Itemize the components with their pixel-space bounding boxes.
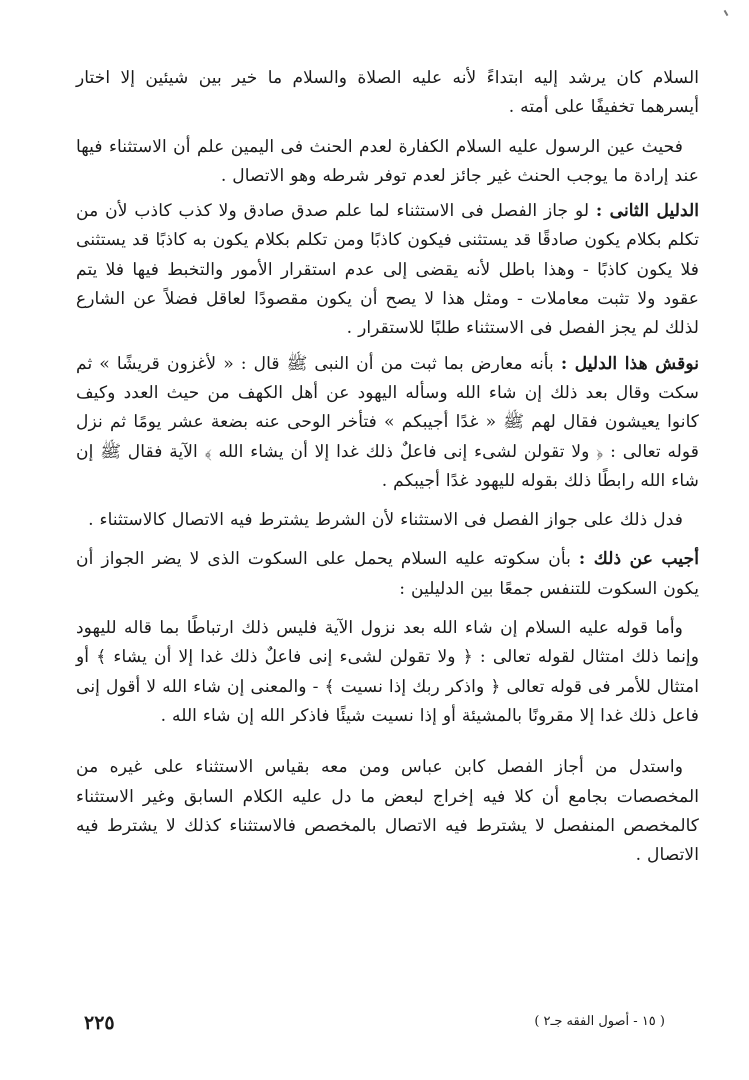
paragraph-kaffarah <box>76 133 699 192</box>
paragraph-text: واستدل من أجاز الفصل كابن عباس ومن معه بقياس الاستثناء على غيره من المخصصات بجامع أن كلا فيه إخراج لبعض ما دل عليه الكلام السابق وغير الاستثناء كالمخصص المنفصل لا يشترط فيه الاتصال بالمخصص فالاستثناء كذلك لا يشترط فيه الاتصال . <box>76 757 699 866</box>
paragraph-second-evidence <box>76 197 699 343</box>
paragraph-continuation <box>76 64 699 123</box>
paragraph-text: بأن سكوته عليه السلام يحمل على السكوت الذى لا يضر الجواز أن يكون السكوت للتنفس جمعًا بين الدليلين : <box>76 549 699 599</box>
paragraph-text: لو جاز الفصل فى الاستثناء لما علم صدق صادق ولا كذب كاذب لأن من تكلم بكلام يكون صادقًا قد يستثنى فيكون كاذبًا ومن تكلم بكلام يكون به كاذبًا قد يستثنى فلا يكون كاذبًا - وهذا باطل لأنه يقضى إلى عدم استقرار الأمور والتخبط فيها فلا يتم عقود ولا تثبت معاملات - ومثل هذا لا يصح أن يكون مقصودًا لعاقل فضلاً عن الشارع لذلك لم يجز الفصل فى الاستثناء طلبًا للاستقرار . <box>76 201 699 339</box>
scan-mark <box>724 10 729 16</box>
paragraph-objection <box>76 350 699 496</box>
page-number: ٢٢٥ <box>84 1012 115 1034</box>
paragraph-heading: أجيب عن ذلك : <box>578 549 699 570</box>
paragraph-reply-detail <box>76 614 699 731</box>
paragraph-heading: نوقش هذا الدليل : <box>560 353 699 374</box>
body-text <box>76 64 699 870</box>
page-footer <box>0 1012 749 1042</box>
paragraph-text: فدل ذلك على جواز الفصل فى الاستثناء لأن الشرط يشترط فيه الاتصال كالاستثناء . <box>88 510 683 531</box>
paragraph-text: وأما قوله عليه السلام إن شاء الله بعد نزول الآية فليس ذلك ارتباطًا بما قاله لليهود وإنما ذلك امتثال لقوله تعالى : ﴿ ولا تقولن لشىء إنى فاعلٌ ذلك غدا إلا أن يشاء ﴾ أو امتثال للأمر فى قوله تعالى ﴿ واذكر ربك إذا نسيت ﴾ - والمعنى إن شاء الله لا أقول إنى فاعل ذلك غدا إلا مقرونًا بالمشيئة أو إذا نسيت شيئًا فاذكر الله إن شاء الله . <box>76 618 699 726</box>
paragraph-heading: الدليل الثانى : <box>595 201 699 222</box>
paragraph-reply <box>76 545 699 604</box>
paragraph-text: بأنه معارض بما ثبت من أن النبى ﷺ قال : « لأغزون قريشًا » ثم سكت وقال بعد ذلك إن شاء الله وسأله اليهود عن أهل الكهف من حيث العدد وكيف كانوا يعيشون فقال لهم ﷺ « غدًا أجيبكم » فتأخر الوحى عنه بضعة عشر يومًا ثم نزل قوله تعالى : ﴿ ولا تقولن لشىء إنى فاعلٌ ذلك غدا إلا أن يشاء الله ﴾ الآية فقال ﷺ إن شاء الله رابطًا ذلك بقوله لليهود غدًا أجيبكم . <box>76 353 699 491</box>
paragraph-text: فحيث عين الرسول عليه السلام الكفارة لعدم الحنث فى اليمين علم أن الاستثناء فيها عند إرادة ما يوجب الحنث غير جائز لعدم توفر شرطه وهو الاتصال . <box>76 136 699 186</box>
paragraph-text: السلام كان يرشد إليه ابتداءً لأنه عليه الصلاة والسلام ما خير بين شيئين إلا اختار أيسرهما تخفيفًا على أمته . <box>76 68 699 118</box>
signature-mark: ( ١٥ - أصول الفقه جـ٢ ) <box>534 1014 665 1029</box>
paragraph-conclusion <box>76 506 699 535</box>
paragraph-ibn-abbas <box>76 753 699 870</box>
